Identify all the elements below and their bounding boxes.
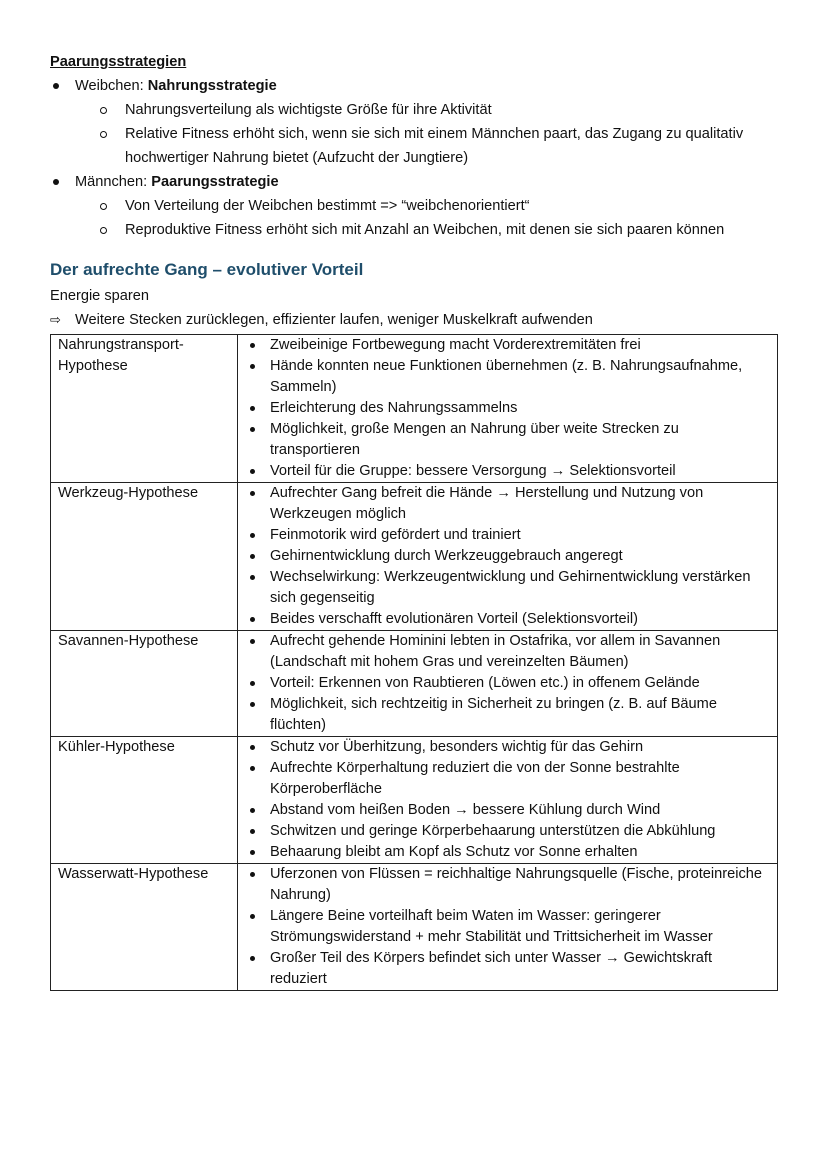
arrow-right-icon: ⇨ [50,312,61,327]
section-title-paarungsstrategien: Paarungsstrategien [50,54,187,70]
bullet-icon [53,83,59,89]
bullet-icon [250,575,255,580]
sub-item-text: Reproduktive Fitness erhöht sich mit Anzahl an Weibchen, mit denen sie sich paaren können [125,222,725,238]
table-row [51,864,778,991]
hypotheses-table [50,334,778,991]
point-item [245,842,771,863]
bullet-icon [250,681,255,686]
bullet-icon [250,469,255,474]
strategy-list [50,74,778,242]
point-text: Uferzonen von Flüssen = reichhaltige Nahrungsquelle (Fische, proteinreiche Nahrung) [270,866,762,903]
sub-list-item [50,218,778,242]
section-heading-aufrechter-gang: Der aufrechte Gang – evolutiver Vorteil [50,260,364,279]
point-item [245,631,771,673]
point-item [245,609,771,630]
bullet-icon [250,427,255,432]
point-item [245,461,771,482]
sub-list [75,194,778,242]
bullet-icon [250,702,255,707]
item-bold: Nahrungsstrategie [147,78,277,94]
sub-list-item [50,122,778,170]
item-bold: Paarungsstrategie [151,174,279,190]
point-item [245,525,771,546]
circle-bullet-icon [100,107,107,114]
bullet-icon [250,617,255,622]
point-item [245,335,771,356]
sub-item-text: Nahrungsverteilung als wichtigste Größe für ihre Aktivität [125,102,492,118]
point-text: Vorteil für die Gruppe: bessere Versorgung → Selektionsvorteil [270,463,676,479]
bullet-icon [250,829,255,834]
sub-list-item [50,194,778,218]
point-text: Großer Teil des Körpers befindet sich unter Wasser → Gewichtskraft reduziert [270,950,713,987]
item-prefix: Männchen: [75,174,152,190]
hypothesis-points [238,631,778,737]
point-item [245,356,771,398]
bullet-icon [250,364,255,369]
arrow-statement-text: Weitere Stecken zurücklegen, effizienter laufen, weniger Muskelkraft aufwenden [75,312,593,328]
intro-text: Energie sparen [50,288,149,304]
bullet-icon [250,956,255,961]
bullet-icon [53,179,59,185]
hypothesis-points [238,864,778,991]
hypothesis-points [238,483,778,631]
point-text: Wechselwirkung: Werkzeugentwicklung und Gehirnentwicklung verstärken sich gegenseitig [270,569,751,606]
point-item [245,419,771,461]
list-item-weibchen [50,74,778,170]
bullet-icon [250,406,255,411]
point-item [245,906,771,948]
point-text: Möglichkeit, sich rechtzeitig in Sicherheit zu bringen (z. B. auf Bäume flüchten) [270,696,717,733]
hypothesis-name: Savannen-Hypothese [51,631,238,737]
hypothesis-name: Werkzeug-Hypothese [51,483,238,631]
bullet-icon [250,914,255,919]
bullet-icon [250,850,255,855]
point-text: Möglichkeit, große Mengen an Nahrung über weite Strecken zu transportieren [270,421,679,458]
table-row [51,483,778,631]
point-text: Abstand vom heißen Boden → bessere Kühlung durch Wind [270,802,661,818]
bullet-icon [250,343,255,348]
bullet-icon [250,808,255,813]
hypothesis-name: Kühler-Hypothese [51,737,238,864]
bullet-icon [250,491,255,496]
point-text: Schwitzen und geringe Körperbehaarung unterstützen die Abkühlung [270,823,716,839]
point-text: Schutz vor Überhitzung, besonders wichtig für das Gehirn [270,739,644,755]
point-item [245,948,771,990]
point-text: Feinmotorik wird gefördert und trainiert [270,527,521,543]
point-item [245,800,771,821]
point-item [245,864,771,906]
point-text: Aufrechter Gang befreit die Hände → Herstellung und Nutzung von Werkzeugen möglich [270,485,704,522]
point-text: Vorteil: Erkennen von Raubtieren (Löwen etc.) in offenem Gelände [270,675,700,691]
point-item [245,673,771,694]
point-text: Behaarung bleibt am Kopf als Schutz vor Sonne erhalten [270,844,638,860]
point-text: Aufrechte Körperhaltung reduziert die von der Sonne bestrahlte Körperoberfläche [270,760,680,797]
sub-item-text: Von Verteilung der Weibchen bestimmt => “weibchenorientiert“ [125,198,530,214]
circle-bullet-icon [100,131,107,138]
arrow-statement [50,308,778,332]
point-text: Zweibeinige Fortbewegung macht Vorderextremitäten frei [270,337,641,353]
table-row [51,335,778,483]
table-row [51,631,778,737]
point-item [245,483,771,525]
sub-list-item [50,98,778,122]
bullet-icon [250,745,255,750]
bullet-icon [250,533,255,538]
point-item [245,737,771,758]
point-item [245,758,771,800]
hypothesis-points [238,335,778,483]
point-item [245,567,771,609]
bullet-icon [250,766,255,771]
point-text: Längere Beine vorteilhaft beim Waten im Wasser: geringerer Strömungswiderstand + mehr Stabilität und Trittsicherheit im Wasser [270,908,713,945]
point-text: Erleichterung des Nahrungssammelns [270,400,518,416]
point-item [245,546,771,567]
point-text: Hände konnten neue Funktionen übernehmen (z. B. Nahrungsaufnahme, Sammeln) [270,358,743,395]
point-item [245,398,771,419]
circle-bullet-icon [100,203,107,210]
list-item-maennchen [50,170,778,242]
bullet-icon [250,872,255,877]
point-item [245,694,771,736]
document-page [50,50,778,991]
item-prefix: Weibchen: [75,78,148,94]
hypothesis-name: Wasserwatt-Hypothese [51,864,238,991]
point-text: Gehirnentwicklung durch Werkzeuggebrauch angeregt [270,548,623,564]
point-item [245,821,771,842]
point-text: Aufrecht gehende Hominini lebten in Ostafrika, vor allem in Savannen (Landschaft mit hohem Gras und vereinzelten Bäumen) [270,633,721,670]
point-text: Beides verschafft evolutionären Vorteil (Selektionsvorteil) [270,611,639,627]
table-row [51,737,778,864]
hypothesis-points [238,737,778,864]
sub-list [75,98,778,170]
sub-item-text: Relative Fitness erhöht sich, wenn sie sich mit einem Männchen paart, das Zugang zu qualitativ hochwertiger Nahrung bietet (Aufzucht der Jungtiere) [125,126,744,166]
hypothesis-name: Nahrungstransport-Hypothese [51,335,238,483]
bullet-icon [250,554,255,559]
bullet-icon [250,639,255,644]
circle-bullet-icon [100,227,107,234]
